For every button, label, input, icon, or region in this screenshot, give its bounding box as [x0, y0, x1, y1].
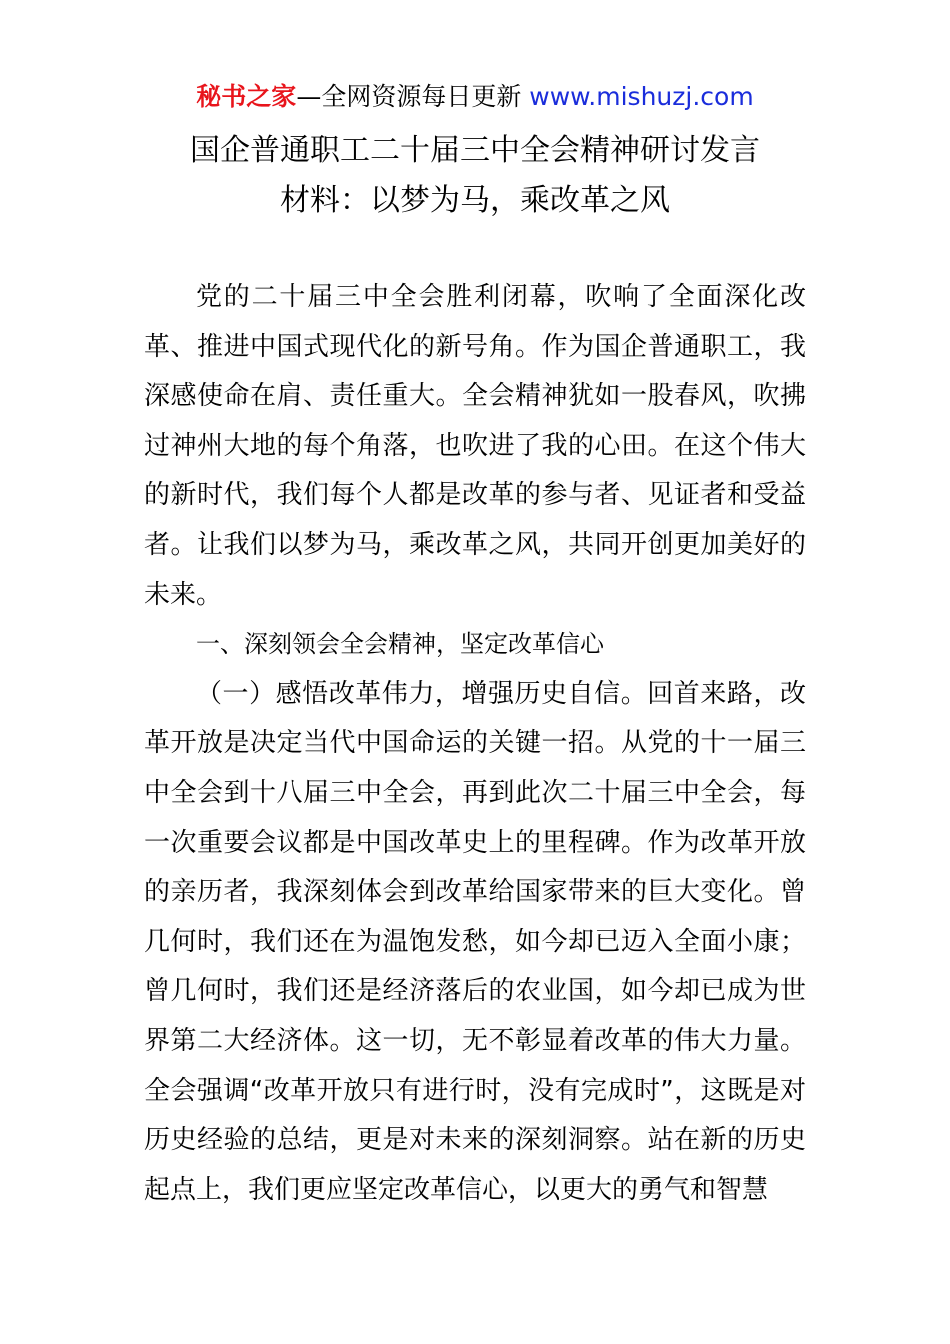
site-header: [0, 80, 950, 114]
body-paragraph-intro: 党的二十届三中全会胜利闭幕，吹响了全面深化改革、推进中国式现代化的新号角。作为国企普通职工，我深感使命在肩、责任重大。全会精神犹如一股春风，吹拂过神州大地的每个角落，也吹进了我的心田。在这个伟大的新时代，我们每个人都是改革的参与者、见证者和受益者。让我们以梦为马，乘改革之风，共同开创更加美好的未来。: [144, 282, 806, 610]
title-line-2: 材料：以梦为马，乘改革之风: [280, 183, 670, 218]
header-tagline: —全网资源每日更新: [296, 82, 530, 111]
body-paragraph-1: （一）感悟改革伟力，增强历史自信。回首来路，改革开放是决定当代中国命运的关键一招。从党的十一届三中全会到十八届三中全会，再到此次二十届三中全会，每一次重要会议都是中国改革史上的里程碑。作为改革开放的亲历者，我深刻体会到改革给国家带来的巨大变化。曾几何时，我们还在为温饱发愁，如今却已迈入全面小康；曾几何时，我们还是经济落后的农业国，如今却已成为世界第二大经济体。这一切，无不彰显着改革的伟大力量。全会强调“改革开放只有进行时，没有完成时”，这既是对历史经验的总结，更是对未来的深刻洞察。站在新的历史起点上，我们更应坚定改革信心，以更大的勇气和智慧: [144, 678, 806, 1205]
document-title: [0, 126, 950, 226]
site-url-link[interactable]: www.mishuzj.com: [529, 82, 754, 111]
brand-name: 秘书之家: [196, 82, 297, 111]
section-heading-1: 一、深刻领会全会精神，坚定改革信心: [196, 630, 604, 659]
title-line-1: 国企普通职工二十届三中全会精神研讨发言: [190, 133, 760, 168]
document-body: [144, 273, 806, 1215]
